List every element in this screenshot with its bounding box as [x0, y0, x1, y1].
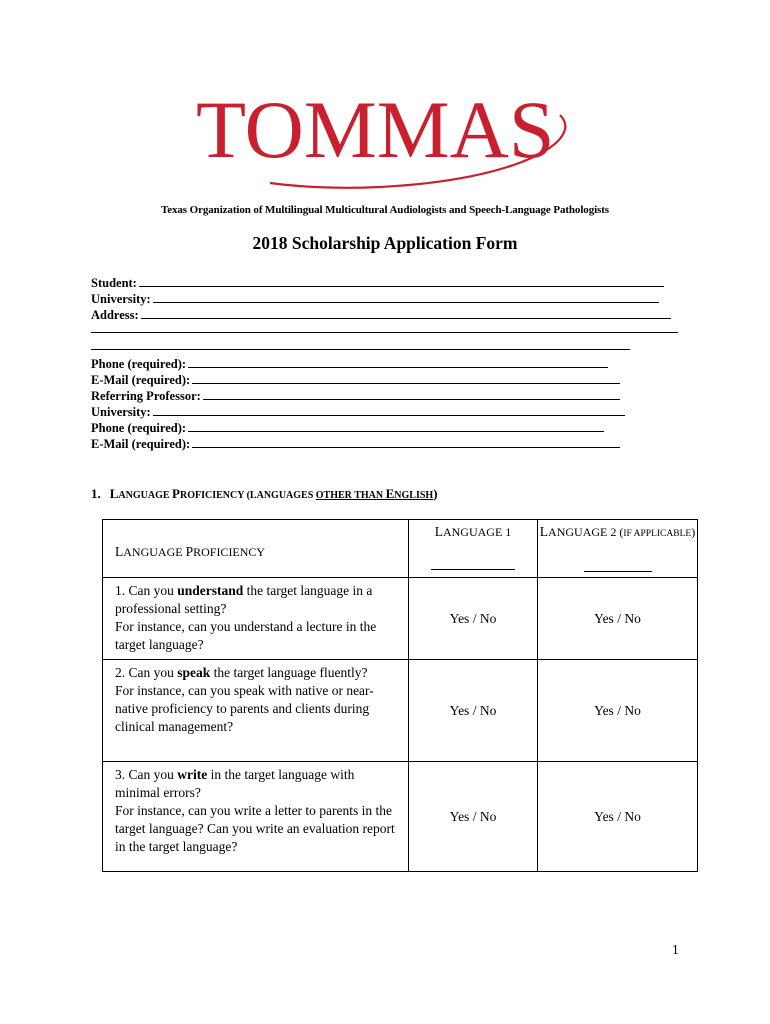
header-proficiency: LANGUAGE PROFICIENCY — [103, 520, 409, 578]
student-label: Student: — [91, 276, 137, 290]
tommas-logo — [190, 85, 580, 195]
email-label: E-Mail (required): — [91, 373, 191, 387]
professor-university-field[interactable] — [91, 403, 625, 420]
professor-email-field[interactable] — [91, 435, 620, 452]
address-field[interactable] — [91, 306, 671, 323]
logo-text: TOMMAS — [196, 85, 555, 175]
email-field[interactable] — [91, 371, 620, 388]
professor-email-label: E-Mail (required): — [91, 437, 191, 451]
question-write: 3. Can you write in the target language with minimal errors? For instance, can you write a letter to parents in the target language? Can you write an evaluation report in the target language? — [103, 762, 409, 872]
language-2-blank[interactable] — [584, 570, 652, 572]
answer-speak-1[interactable]: Yes / No — [409, 660, 538, 762]
answer-write-2[interactable]: Yes / No — [538, 762, 698, 872]
table-row — [103, 660, 698, 762]
question-understand: 1. Can you understand the target language in a professional setting? For instance, can you understand a lecture in the target language? — [103, 578, 409, 660]
header-language-2: LANGUAGE 2 (IF APPLICABLE) — [538, 520, 698, 578]
question-speak: 2. Can you speak the target language fluently? For instance, can you speak with native or near-native proficiency to parents and clients during clinical management? — [103, 660, 409, 762]
phone-label: Phone (required): — [91, 357, 187, 371]
language-proficiency-table — [102, 519, 698, 872]
header-language-1: LANGUAGE 1 — [409, 520, 538, 578]
section-heading: 1. LANGUAGE PROFICIENCY (LANGUAGES OTHER THAN ENGLISH) — [91, 486, 438, 501]
answer-understand-1[interactable]: Yes / No — [409, 578, 538, 660]
professor-university-label: University: — [91, 405, 151, 419]
page-number: 1 — [672, 942, 679, 957]
professor-phone-label: Phone (required): — [91, 421, 187, 435]
organization-name: Texas Organization of Multilingual Multicultural Audiologists and Speech-Language Pathologists — [161, 204, 609, 216]
table-row — [103, 578, 698, 660]
form-title: 2018 Scholarship Application Form — [252, 233, 518, 253]
phone-field[interactable] — [91, 355, 608, 372]
referring-professor-label: Referring Professor: — [91, 389, 201, 403]
university-field[interactable] — [91, 290, 659, 307]
student-field[interactable] — [91, 274, 664, 291]
answer-understand-2[interactable]: Yes / No — [538, 578, 698, 660]
answer-write-1[interactable]: Yes / No — [409, 762, 538, 872]
university-label: University: — [91, 292, 151, 306]
table-header-row — [103, 520, 698, 578]
address-line-2[interactable] — [91, 332, 678, 333]
professor-phone-field[interactable] — [91, 419, 604, 436]
table-row — [103, 762, 698, 872]
answer-speak-2[interactable]: Yes / No — [538, 660, 698, 762]
address-label: Address: — [91, 308, 139, 322]
address-line-3[interactable] — [91, 349, 630, 350]
language-1-blank[interactable] — [431, 568, 515, 570]
referring-professor-field[interactable] — [91, 387, 620, 404]
